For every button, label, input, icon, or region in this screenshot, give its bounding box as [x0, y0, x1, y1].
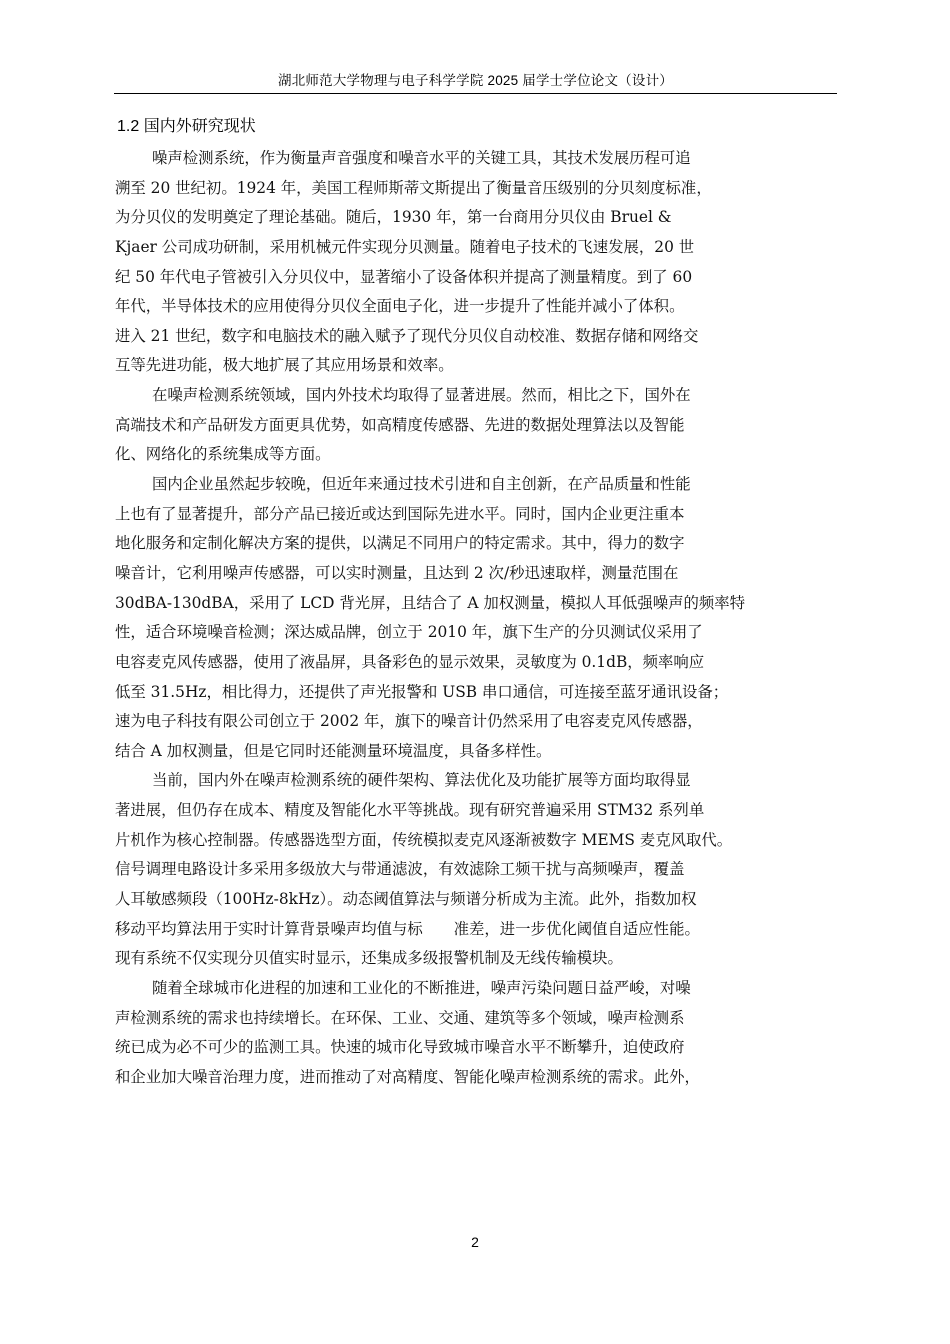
- paragraph-line: 高端技术和产品研发方面更具优势，如高精度传感器、先进的数据处理算法以及智能: [115, 415, 685, 434]
- paragraph-line: 互等先进功能，极大地扩展了其应用场景和效率。: [115, 356, 454, 375]
- header-divider: [114, 93, 837, 94]
- paragraph-line: 噪音计，它利用噪声传感器，可以实时测量，且达到 2 次/秒迅速取样，测量范围在: [115, 563, 679, 582]
- paragraph-line: 为分贝仪的发明奠定了理论基础。随后，1930 年，第一台商用分贝仪由 Bruel &: [115, 208, 672, 227]
- paragraph-line: 性，适合环境噪音检测；深达威品牌，创立于 2010 年，旗下生产的分贝测试仪采用了: [115, 623, 703, 642]
- paragraph-line: 和企业加大噪音治理力度，进而推动了对高精度、智能化噪声检测系统的需求。此外，: [115, 1067, 700, 1086]
- paragraph-line: 当前，国内外在噪声检测系统的硬件架构、算法优化及功能扩展等方面均取得显: [152, 771, 691, 790]
- paragraph-line: 噪声检测系统，作为衡量声音强度和噪音水平的关键工具，其技术发展历程可追: [152, 149, 691, 167]
- paragraph-line: 年代，半导体技术的应用使得分贝仪全面电子化，进一步提升了性能并减小了体积。: [115, 297, 685, 316]
- paragraph-line: 随着全球城市化进程的加速和工业化的不断推进，噪声污染问题日益严峻，对噪: [152, 978, 691, 997]
- body-text: [115, 144, 839, 1093]
- running-header: 湖北师范大学物理与电子科学学院 2025 届学士学位论文（设计）: [278, 73, 673, 88]
- paragraph-line: 移动平均算法用于实时计算背景噪声均值与标 准差，进一步优化阈值自适应性能。: [115, 919, 700, 938]
- paragraph-line: 统已成为必不可少的监测工具。快速的城市化导致城市噪音水平不断攀升，迫使政府: [115, 1038, 685, 1057]
- section-heading: 1.2 国内外研究现状: [117, 118, 256, 135]
- paragraph-line: 低至 31.5Hz，相比得力，还提供了声光报警和 USB 串口通信，可连接至蓝牙通讯设备；: [115, 682, 729, 701]
- paragraph-line: 速为电子科技有限公司创立于 2002 年，旗下的噪音计仍然采用了电容麦克风传感器，: [115, 712, 703, 731]
- paragraph-line: 电容麦克风传感器，使用了液晶屏，具备彩色的显示效果，灵敏度为 0.1dB，频率响应: [115, 652, 705, 671]
- paragraph-line: 现有系统不仅实现分贝值实时显示，还集成多级报警机制及无线传输模块。: [115, 949, 623, 968]
- paragraph-line: 信号调理电路设计多采用多级放大与带通滤波，有效滤除工频干扰与高频噪声，覆盖: [115, 860, 685, 879]
- page-number: 2: [471, 1234, 479, 1250]
- paragraph-line: 人耳敏感频段（100Hz-8kHz）。动态阈值算法与频谱分析成为主流。此外，指数加权: [115, 890, 697, 909]
- paragraph-line: 纪 50 年代电子管被引入分贝仪中，显著缩小了设备体积并提高了测量精度。到了 60: [115, 267, 693, 286]
- paragraph-line: 国内企业虽然起步较晚，但近年来通过技术引进和自主创新，在产品质量和性能: [152, 475, 691, 494]
- paragraph-line: 上也有了显著提升，部分产品已接近或达到国际先进水平。同时，国内企业更注重本: [115, 504, 685, 523]
- paragraph-line: 在噪声检测系统领域，国内外技术均取得了显著进展。然而，相比之下，国外在: [152, 386, 691, 405]
- paragraph-line: 化、网络化的系统集成等方面。: [115, 445, 331, 464]
- paragraph-line: 30dBA-130dBA，采用了 LCD 背光屏，且结合了 A 加权测量，模拟人耳低强噪声的频率特: [115, 593, 746, 612]
- paragraph-line: 进入 21 世纪，数字和电脑技术的融入赋予了现代分贝仪自动校准、数据存储和网络交: [115, 326, 699, 345]
- paragraph-line: 声检测系统的需求也持续增长。在环保、工业、交通、建筑等多个领域，噪声检测系: [115, 1008, 685, 1027]
- paragraph-line: 片机作为核心控制器。传感器选型方面，传统模拟麦克风逐渐被数字 MEMS 麦克风取代。: [115, 830, 733, 849]
- paragraph-line: 著进展，但仍存在成本、精度及智能化水平等挑战。现有研究普遍采用 STM32 系列单: [115, 801, 705, 820]
- paragraph-line: 溯至 20 世纪初。1924 年，美国工程师斯蒂文斯提出了衡量音压级别的分贝刻度标准，: [115, 178, 712, 197]
- paragraph-line: 结合 A 加权测量，但是它同时还能测量环境温度，具备多样性。: [115, 741, 552, 760]
- paragraph-line: Kjaer 公司成功研制，采用机械元件实现分贝测量。随着电子技术的飞速发展，20 世: [115, 237, 695, 256]
- paragraph-line: 地化服务和定制化解决方案的提供，以满足不同用户的特定需求。其中，得力的数字: [115, 534, 685, 553]
